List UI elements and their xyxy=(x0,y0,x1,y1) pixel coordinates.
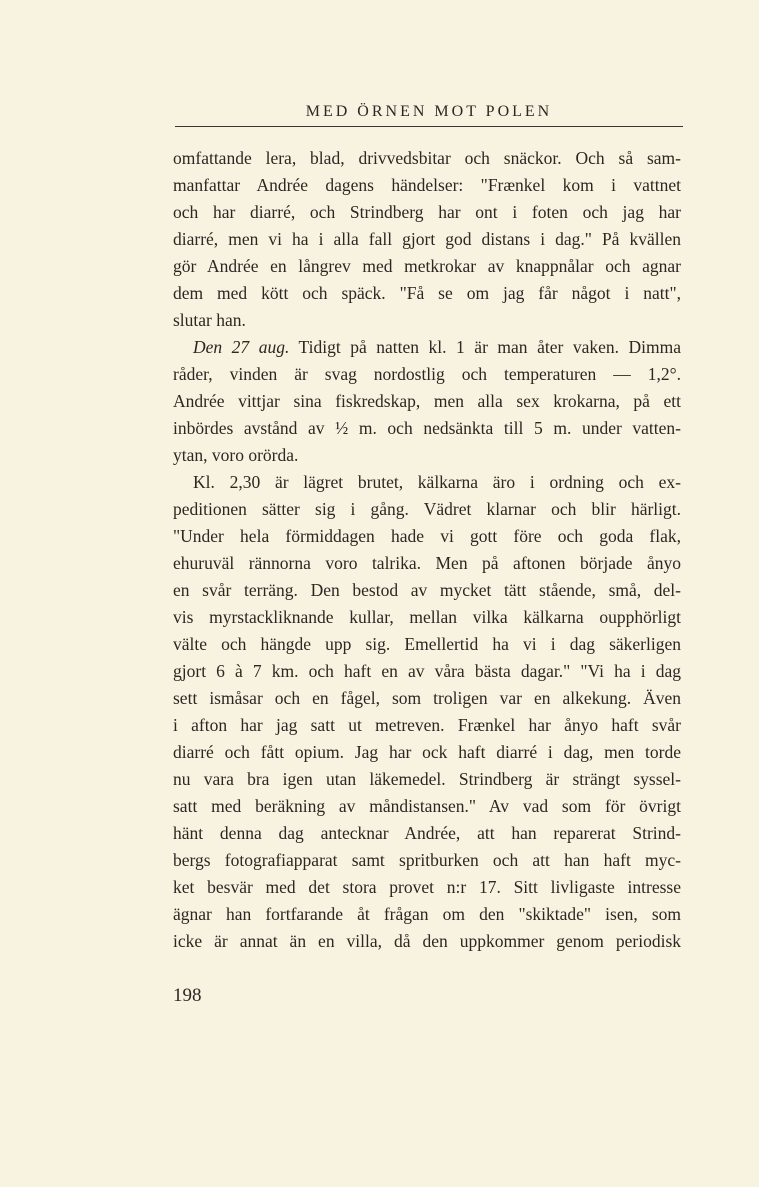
line-text: vis myrstackliknande kullar, mellan vilka kälkarna oupphörligt xyxy=(173,607,681,627)
line-text: gör Andrée en långrev med metkrokar av knappnålar och agnar xyxy=(173,256,681,276)
text-line xyxy=(173,199,681,226)
line-text: peditionen sätter sig i gång. Vädret klarnar och blir härligt. xyxy=(173,499,681,519)
line-text: ytan, voro orörda. xyxy=(173,445,299,465)
text-line xyxy=(173,226,681,253)
line-text: slutar han. xyxy=(173,310,246,330)
line-text: i afton har jag satt ut metreven. Frænkel har ånyo haft svår xyxy=(173,715,681,735)
text-line xyxy=(173,550,681,577)
text-line xyxy=(173,658,681,685)
text-line xyxy=(173,604,681,631)
line-text: Tidigt på natten kl. 1 är man åter vaken. Dimma xyxy=(289,337,681,357)
text-line xyxy=(173,631,681,658)
text-line xyxy=(173,145,681,172)
text-line xyxy=(173,685,681,712)
line-text: dem med kött och späck. "Få se om jag får något i natt", xyxy=(173,283,681,303)
text-line xyxy=(173,253,681,280)
line-text: ägnar han fortfarande åt frågan om den "skiktade" isen, som xyxy=(173,904,681,924)
line-text: manfattar Andrée dagens händelser: "Frænkel kom i vattnet xyxy=(173,175,681,195)
text-line xyxy=(173,901,681,928)
line-text: icke är annat än en villa, då den uppkommer genom periodisk xyxy=(173,931,681,951)
text-line xyxy=(173,874,681,901)
date-heading: Den 27 aug. xyxy=(193,337,290,357)
line-text: Kl. 2,30 är lägret brutet, kälkarna äro i ordning och ex- xyxy=(193,472,681,492)
line-text: ket besvär med det stora provet n:r 17. Sitt livligaste intresse xyxy=(173,877,681,897)
line-text: omfattande lera, blad, drivvedsbitar och snäckor. Och så sam- xyxy=(173,148,681,168)
line-text: "Under hela förmiddagen hade vi gott före och goda flak, xyxy=(173,526,681,546)
line-text: nu vara bra igen utan läkemedel. Strindberg är strängt syssel- xyxy=(173,769,681,789)
text-line xyxy=(173,847,681,874)
header-rule xyxy=(175,126,683,127)
line-text: en svår terräng. Den bestod av mycket tätt stående, små, del- xyxy=(173,580,681,600)
page-number: 198 xyxy=(173,985,202,1006)
text-line xyxy=(173,766,681,793)
line-text: välte och hängde upp sig. Emellertid ha vi i dag säkerligen xyxy=(173,634,681,654)
line-text: satt med beräkning av måndistansen." Av vad som för övrigt xyxy=(173,796,681,816)
running-head: MED ÖRNEN MOT POLEN xyxy=(305,103,553,120)
line-text: hänt denna dag antecknar Andrée, att han reparerat Strind- xyxy=(173,823,681,843)
line-text: råder, vinden är svag nordostlig och temperaturen — 1,2°. xyxy=(173,364,681,384)
text-line xyxy=(173,928,681,955)
line-text: bergs fotografiapparat samt spritburken och att han haft myc- xyxy=(173,850,681,870)
text-line xyxy=(173,280,681,307)
line-text: Andrée vittjar sina fiskredskap, men alla sex krokarna, på ett xyxy=(173,391,681,411)
text-line xyxy=(173,172,681,199)
text-line xyxy=(173,307,681,334)
text-line xyxy=(173,739,681,766)
text-line xyxy=(173,496,681,523)
text-line xyxy=(173,793,681,820)
line-text: sett ismåsar och en fågel, som troligen var en alkekung. Även xyxy=(173,688,681,708)
text-line xyxy=(173,415,681,442)
text-line xyxy=(173,712,681,739)
line-text: ehuruväl rännorna voro talrika. Men på aftonen började ånyo xyxy=(173,553,681,573)
text-line xyxy=(173,469,681,496)
text-line xyxy=(173,442,681,469)
line-text: och har diarré, och Strindberg har ont i foten och jag har xyxy=(173,202,681,222)
text-line xyxy=(173,361,681,388)
line-text: diarré, men vi ha i alla fall gjort god distans i dag." På kvällen xyxy=(173,229,681,249)
line-text: diarré och fått opium. Jag har ock haft diarré i dag, men torde xyxy=(173,742,681,762)
text-line xyxy=(173,388,681,415)
body-text xyxy=(173,145,681,955)
text-line xyxy=(173,577,681,604)
line-text: gjort 6 à 7 km. och haft en av våra bästa dagar." "Vi ha i dag xyxy=(173,661,681,681)
text-line xyxy=(173,523,681,550)
line-text: inbördes avstånd av ½ m. och nedsänkta till 5 m. under vatten- xyxy=(173,418,681,438)
text-line xyxy=(173,820,681,847)
text-line xyxy=(173,334,681,361)
